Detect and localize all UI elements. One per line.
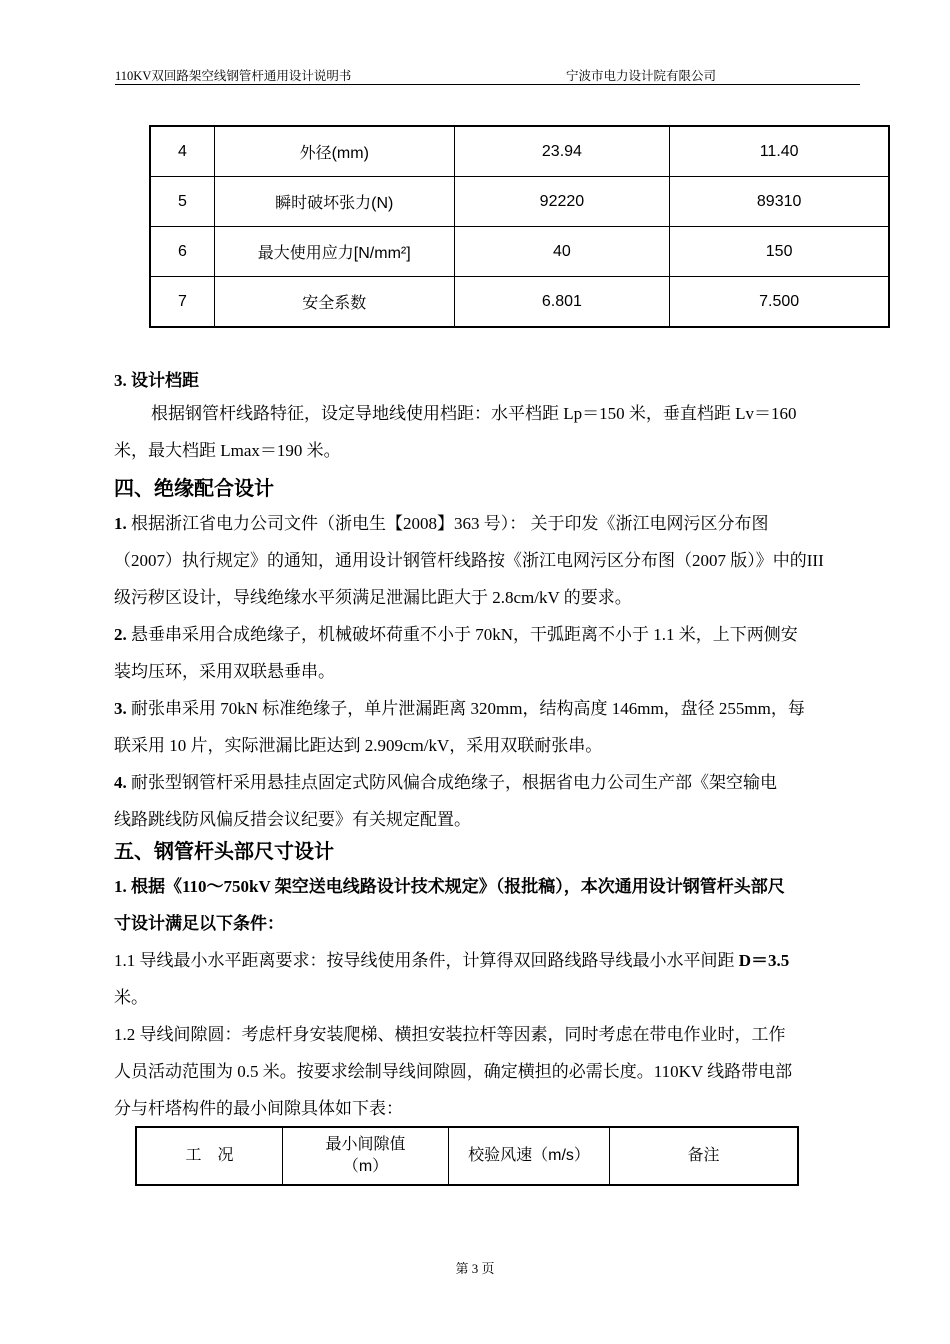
table-cell: 最大使用应力[N/mm²]	[214, 227, 454, 277]
col-wind-speed: 校验风速（m/s）	[449, 1127, 610, 1185]
section-3-body	[114, 395, 860, 469]
table-cell: 92220	[454, 177, 670, 227]
text-line: 装均压环，采用双联悬垂串。	[114, 662, 335, 681]
col-condition: 工 况	[136, 1127, 283, 1185]
insulation-p4	[114, 764, 860, 801]
item-number: 2.	[114, 625, 127, 644]
insulation-p3	[114, 690, 860, 727]
table-cell: 5	[150, 177, 214, 227]
table-cell: 89310	[670, 177, 889, 227]
table-cell: 7	[150, 277, 214, 328]
page-number: 第 3 页	[455, 1261, 495, 1276]
table-cell: 4	[150, 126, 214, 177]
table-cell: 瞬时破坏张力(N)	[214, 177, 454, 227]
text-line: 根据浙江省电力公司文件（浙电生【2008】363 号）： 关于印发《浙江电网污区分布图	[131, 514, 769, 533]
text-line: 寸设计满足以下条件：	[114, 914, 284, 933]
item-number: 1.	[114, 514, 127, 533]
section-3-line: 根据钢管杆线路特征，设定导地线使用档距：水平档距 Lp＝150 米，垂直档距 Lv＝160	[151, 404, 797, 423]
text-line: 分与杆塔构件的最小间隙具体如下表：	[114, 1099, 403, 1118]
table-cell: 11.40	[670, 126, 889, 177]
table-row	[150, 227, 889, 277]
table-row	[150, 277, 889, 328]
col-min-clearance	[283, 1127, 449, 1185]
header-company: 宁波市电力设计院有限公司	[566, 69, 717, 83]
text-line: （2007）执行规定》的通知，通用设计钢管杆线路按《浙江电网污区分布图（2007 版）》中的III	[114, 551, 824, 570]
insulation-p2	[114, 616, 860, 653]
text-line: 耐张型钢管杆采用悬挂点固定式防风偏合成绝缘子，根据省电力公司生产部《架空输电	[131, 773, 777, 792]
min-distance-value: D＝3.5	[738, 951, 790, 970]
head-design-section	[114, 868, 860, 1127]
text-line: 线路跳线防风偏反措会议纪要》有关规定配置。	[114, 810, 471, 829]
clause-1-2: 1.2 导线间隙圆：考虑杆身安装爬梯、横担安装拉杆等因素，同时考虑在带电作业时，工作	[114, 1025, 786, 1044]
header-text: 最小间隙值	[325, 1136, 406, 1153]
heading-insulation: 四、绝缘配合设计	[114, 476, 274, 500]
table-cell: 6.801	[454, 277, 670, 328]
col-remarks: 备注	[610, 1127, 799, 1185]
header-unit: （m）	[342, 1158, 389, 1175]
text-line: 级污秽区设计，导线绝缘水平须满足泄漏比距大于 2.8cm/kV 的要求。	[114, 588, 632, 607]
header-doc-title: 110KV双回路架空线钢管杆通用设计说明书	[115, 69, 352, 83]
section-3-line: 米，最大档距 Lmax＝190 米。	[114, 441, 341, 460]
item-number: 3.	[114, 699, 127, 718]
table-cell: 23.94	[454, 126, 670, 177]
table-row	[150, 126, 889, 177]
text-line: 耐张串采用 70kN 标准绝缘子，单片泄漏距离 320mm，结构高度 146mm，盘径 255mm，每	[131, 699, 805, 718]
heading-head-dimension: 五、钢管杆头部尺寸设计	[114, 839, 334, 863]
table-cell: 7.500	[670, 277, 889, 328]
text-line: 悬垂串采用合成绝缘子，机械破坏荷重不小于 70kN，干弧距离不小于 1.1 米，上下两侧安	[131, 625, 798, 644]
table-cell: 40	[454, 227, 670, 277]
spec-table	[149, 125, 890, 328]
insulation-section	[114, 505, 860, 838]
clause-1-1	[114, 942, 860, 979]
item-number: 4.	[114, 773, 127, 792]
table-cell: 外径(mm)	[214, 126, 454, 177]
table-row	[150, 177, 889, 227]
insulation-p1	[114, 505, 860, 542]
table-cell: 150	[670, 227, 889, 277]
text-line: 1. 根据《110～750kV 架空送电线路设计技术规定》（报批稿），本次通用设计钢管杆头部尺	[114, 877, 785, 896]
table-cell: 安全系数	[214, 277, 454, 328]
text-line: 人员活动范围为 0.5 米。按要求绘制导线间隙圆，确定横担的必需长度。110KV 线路带电部	[114, 1062, 793, 1081]
table-header-row	[136, 1127, 798, 1185]
section-3-title: 3. 设计档距	[114, 371, 199, 390]
text-line: 米。	[114, 988, 148, 1007]
clearance-table	[135, 1126, 799, 1186]
page-header	[115, 64, 860, 85]
table-cell: 6	[150, 227, 214, 277]
text-line: 联采用 10 片，实际泄漏比距达到 2.909cm/kV，采用双联耐张串。	[114, 736, 603, 755]
text-line: 1.1 导线最小水平距离要求：按导线使用条件，计算得双回路线路导线最小水平间距	[114, 951, 739, 970]
